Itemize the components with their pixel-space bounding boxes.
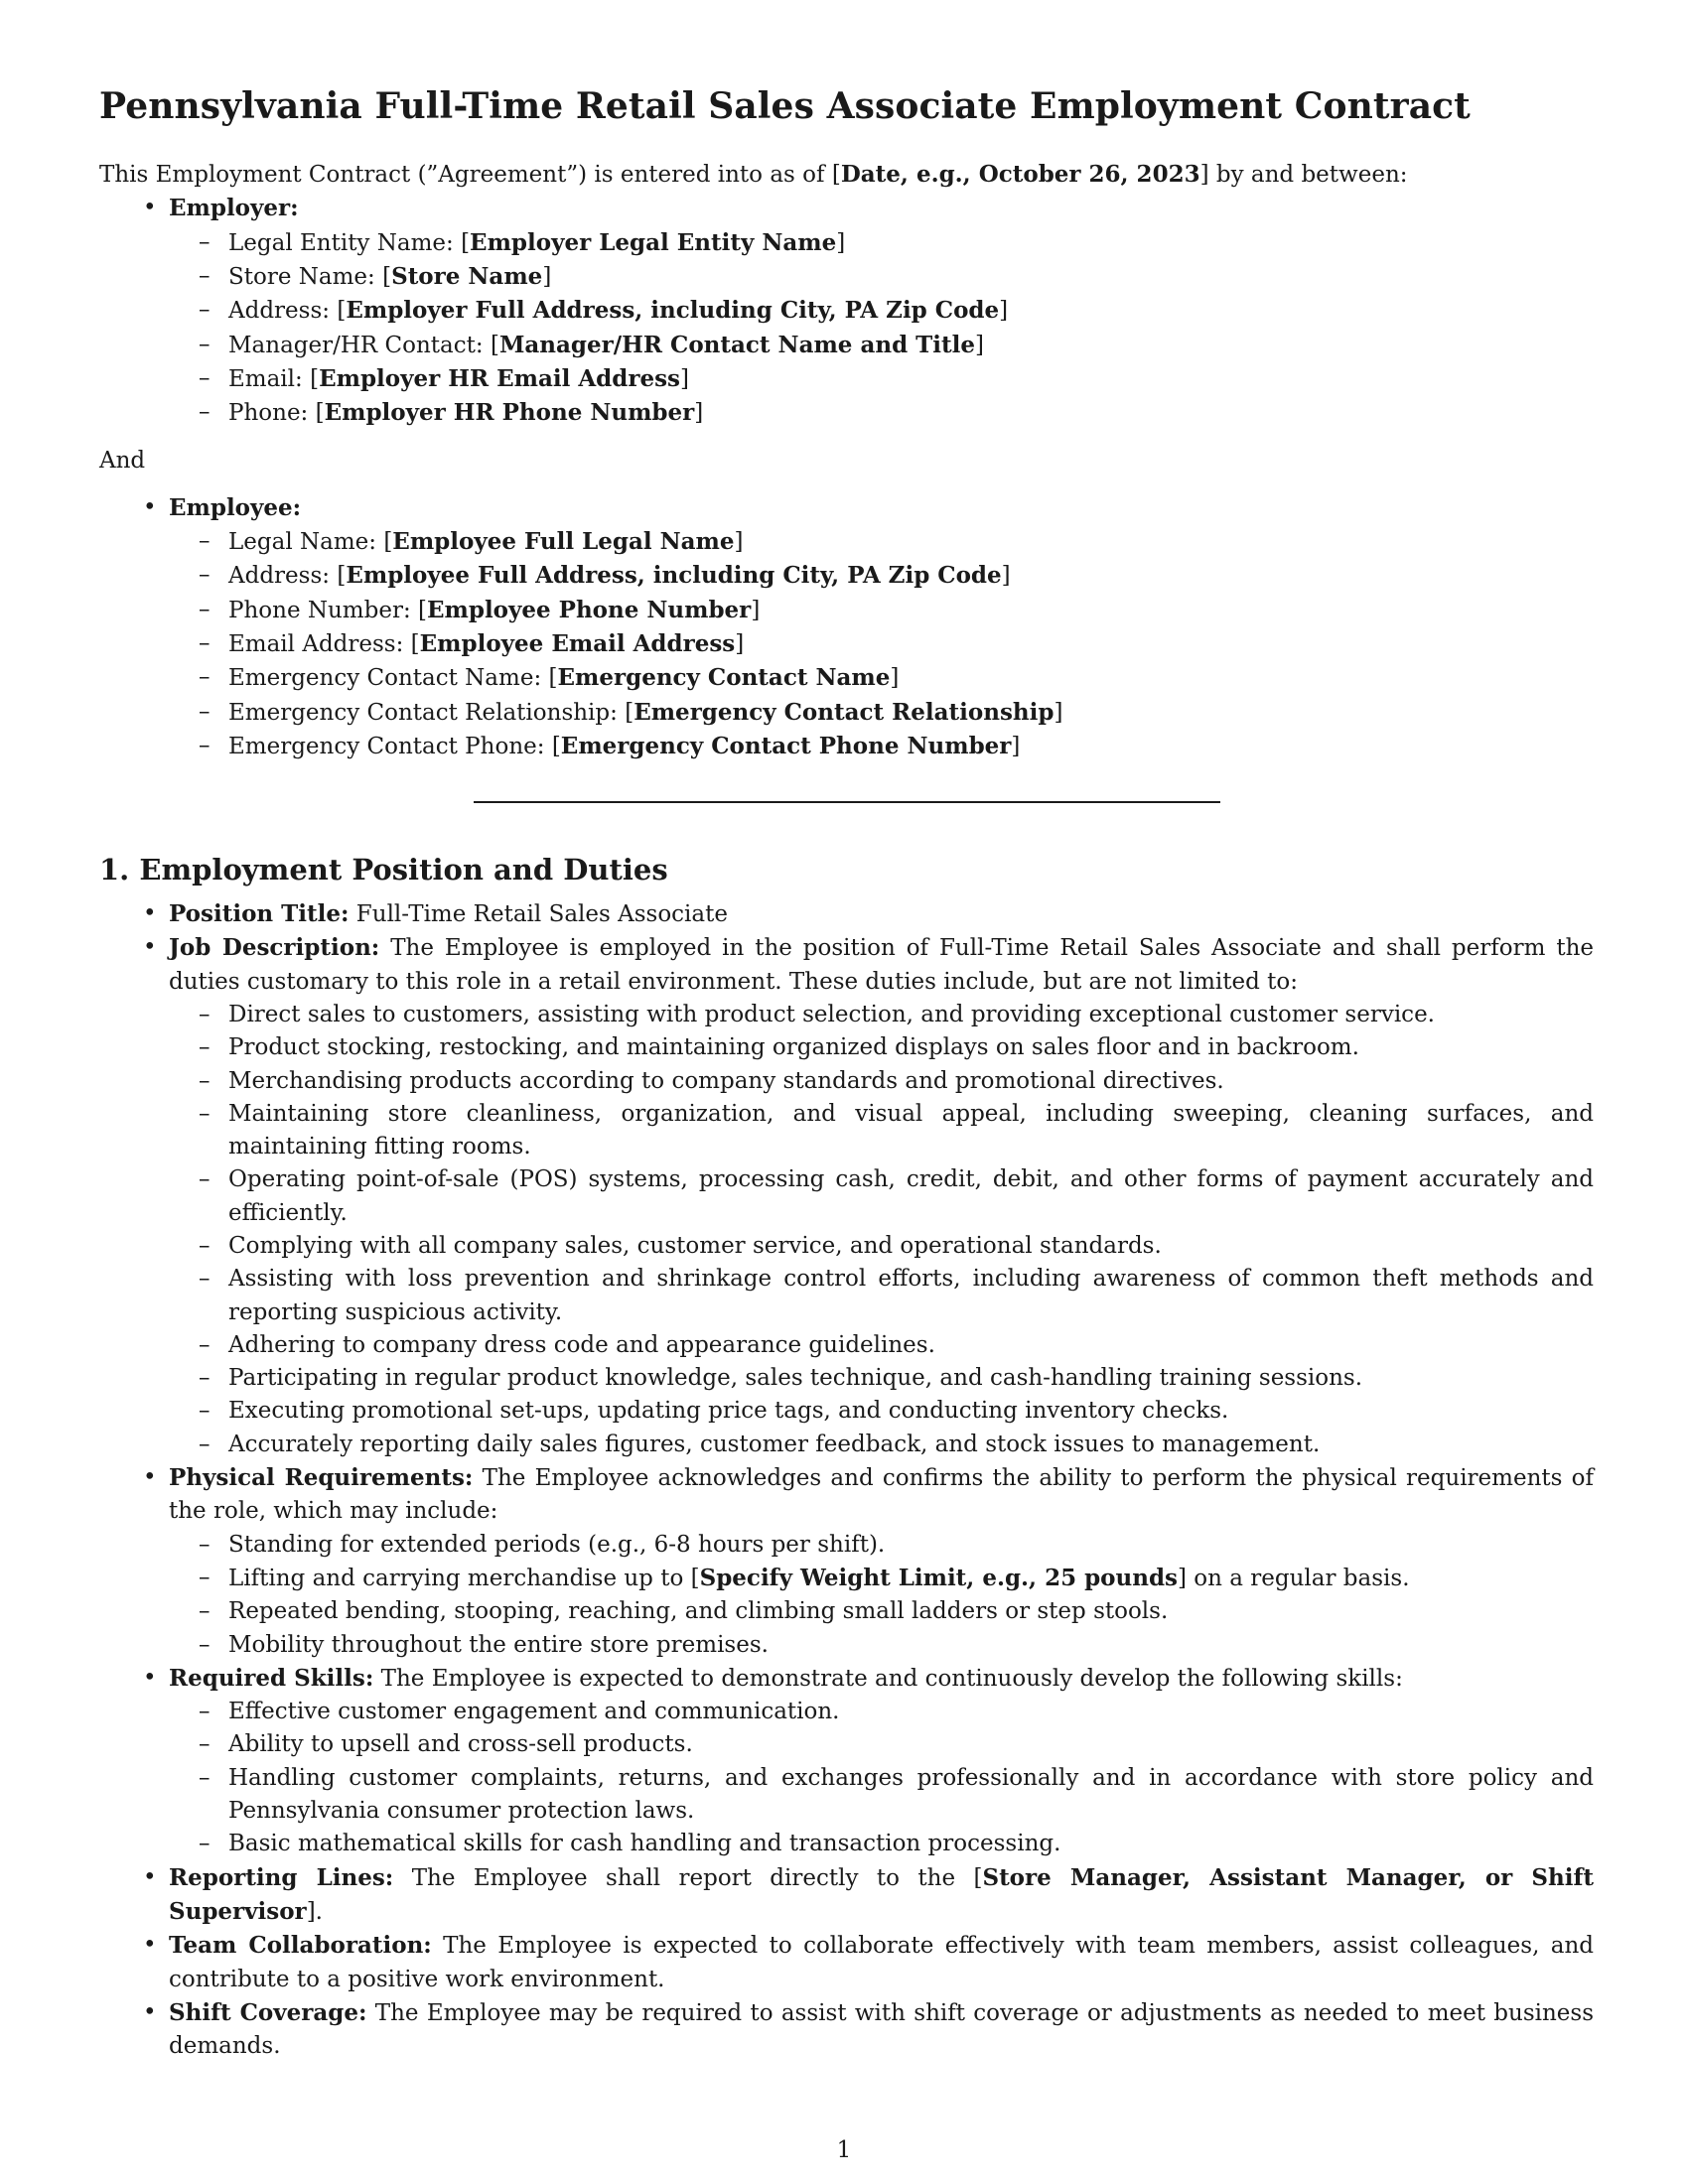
employee-field: – Phone Number: [Employee Phone Number] [228, 594, 1594, 627]
employee-fields [169, 525, 1594, 763]
field-placeholder: Employer Full Address, including City, PA Zip Code [346, 297, 1000, 325]
duty-item: – Operating point-of-sale (POS) systems, processing cash, credit, debit, and other forms of payment accurately and efficiently. [228, 1163, 1594, 1230]
employer-field: – Store Name: [Store Name] [228, 260, 1594, 294]
employer-field: – Address: [Employer Full Address, including City, PA Zip Code] [228, 294, 1594, 328]
employer-field: – Phone: [Employer HR Phone Number] [228, 396, 1594, 430]
intro-prefix: This Employment Contract (”Agreement”) is entered into as of [99, 162, 832, 189]
employee-field: – Emergency Contact Relationship: [Emergency Contact Relationship] [228, 696, 1594, 730]
field-placeholder: Manager/HR Contact Name and Title [498, 331, 976, 358]
duty-item: – Direct sales to customers, assisting with product selection, and providing exceptional customer service. [228, 999, 1594, 1031]
duty-item: – Participating in regular product knowledge, sales technique, and cash-handling training sessions. [228, 1362, 1594, 1395]
section1-list [99, 897, 1594, 2063]
skill-item: – Effective customer engagement and communication. [228, 1696, 1594, 1728]
employee-field: – Emergency Contact Name: [Emergency Contact Name] [228, 661, 1594, 695]
duty-item: – Maintaining store cleanliness, organization, and visual appeal, including sweeping, cleaning surfaces, and maintaining fitting rooms. [228, 1098, 1594, 1164]
field-label: Address: [228, 563, 338, 590]
skills-list [169, 1696, 1594, 1860]
section-heading: 1. Employment Position and Duties [99, 853, 668, 887]
employee-field: – Email Address: [Employee Email Address] [228, 627, 1594, 661]
duties-list [169, 999, 1594, 1461]
item-label: Required Skills: [169, 1664, 374, 1692]
duty-item: – Product stocking, restocking, and maintaining organized displays on sales floor and in backroom. [228, 1031, 1594, 1064]
team-collaboration-item [169, 1929, 1594, 1996]
field-placeholder: Store Name [391, 263, 543, 291]
item-label: Reporting Lines: [169, 1863, 394, 1891]
field-label: Emergency Contact Relationship: [228, 699, 626, 726]
item-text: The Employee acknowledges and confirms the ability to perform the physical requirements of the role, which may include: [169, 1465, 1594, 1525]
employer-item [169, 192, 1594, 430]
field-placeholder: Employer HR Phone Number [324, 399, 695, 427]
date-placeholder: Date, e.g., October 26, 2023 [840, 161, 1200, 189]
skill-item: – Basic mathematical skills for cash handling and transaction processing. [228, 1828, 1594, 1860]
skill-item: – Ability to upsell and cross-sell products. [228, 1728, 1594, 1761]
item-text: on a regular basis. [1186, 1565, 1410, 1591]
duty-item: – Adhering to company dress code and appearance guidelines. [228, 1329, 1594, 1362]
physical-list [169, 1529, 1594, 1662]
field-label: Address: [228, 298, 338, 325]
item-text: The Employee is employed in the position of Full-Time Retail Sales Associate and shall perform the duties customary to this role in a retail environment. These duties include, but are not limited to: [169, 935, 1594, 995]
physical-item: – Mobility throughout the entire store premises. [228, 1629, 1594, 1662]
employer-fields [169, 226, 1594, 431]
field-placeholder: Employer Legal Entity Name [470, 228, 837, 256]
employer-field: – Email: [Employer HR Email Address] [228, 362, 1594, 396]
duty-item: – Merchandising products according to company standards and promotional directives. [228, 1065, 1594, 1098]
document-title: Pennsylvania Full-Time Retail Sales Associate Employment Contract [99, 85, 1471, 127]
field-label: Store Name: [228, 264, 383, 291]
item-text: The Employee shall report directly to the [393, 1864, 974, 1891]
employee-list [99, 491, 1594, 763]
item-label: Physical Requirements: [169, 1464, 474, 1492]
page-number: 1 [836, 2137, 852, 2163]
field-placeholder: Employee Full Legal Name [392, 528, 735, 556]
item-label: Job Description: [169, 934, 380, 962]
employer-heading: Employer: [169, 195, 299, 222]
shift-coverage-item [169, 1996, 1594, 2064]
duty-item: – Assisting with loss prevention and shrinkage control efforts, including awareness of common theft methods and reporting suspicious activity. [228, 1263, 1594, 1329]
skill-item: – Handling customer complaints, returns, and exchanges professionally and in accordance with store policy and Pennsylvania consumer protection laws. [228, 1762, 1594, 1829]
field-label: Emergency Contact Phone: [228, 733, 552, 759]
field-label: Email Address: [228, 631, 411, 658]
item-text: The Employee is expected to demonstrate and continuously develop the following skills: [373, 1665, 1403, 1692]
employee-field: – Legal Name: [Employee Full Legal Name] [228, 525, 1594, 559]
reporting-lines-item: • Reporting Lines: The Employee shall report directly to the [Store Manager, Assistant Manager, or Shift Supervisor]. [169, 1861, 1594, 1930]
field-placeholder: Employee Full Address, including City, PA Zip Code [346, 562, 1002, 590]
item-text: The Employee is expected to collaborate effectively with team members, assist colleagues, and contribute to a positive work environment. [169, 1933, 1594, 1992]
contract-page [99, 85, 1594, 2063]
employee-heading: Employee: [169, 493, 302, 521]
job-description-item [169, 931, 1594, 1461]
intro-suffix: by and between: [1208, 162, 1408, 189]
item-label: Team Collaboration: [169, 1932, 432, 1960]
field-label: Manager/HR Contact: [228, 332, 491, 358]
required-skills-item [169, 1662, 1594, 1861]
field-label: Phone: [228, 400, 316, 427]
weight-placeholder: Specify Weight Limit, e.g., 25 pounds [699, 1564, 1178, 1591]
item-text: The Employee may be required to assist with shift coverage or adjustments as needed to meet business demands. [169, 1999, 1595, 2060]
employer-list [99, 192, 1594, 430]
employer-field: – Manager/HR Contact: [Manager/HR Contact Name and Title] [228, 329, 1594, 362]
item-text: Lifting and carrying merchandise up to [228, 1565, 691, 1591]
field-placeholder: Emergency Contact Phone Number [560, 732, 1012, 759]
physical-requirements-item [169, 1461, 1594, 1662]
field-placeholder: Employer HR Email Address [319, 364, 680, 392]
field-placeholder: Emergency Contact Relationship [633, 698, 1055, 726]
item-text: . [315, 1898, 323, 1925]
field-label: Emergency Contact Name: [228, 665, 549, 692]
duty-item: – Accurately reporting daily sales figures, customer feedback, and stock issues to management. [228, 1429, 1594, 1461]
field-label: Legal Entity Name: [228, 229, 462, 256]
physical-item: – Lifting and carrying merchandise up to [Specify Weight Limit, e.g., 25 pounds] on a regular basis. [228, 1562, 1594, 1595]
duty-item: – Executing promotional set-ups, updating price tags, and conducting inventory checks. [228, 1395, 1594, 1428]
item-text: Full-Time Retail Sales Associate [349, 901, 728, 928]
field-placeholder: Employee Email Address [419, 630, 736, 658]
field-label: Legal Name: [228, 529, 384, 556]
field-label: Email: [228, 365, 311, 392]
item-label: Shift Coverage: [169, 1998, 367, 2026]
section-divider [474, 801, 1220, 803]
duty-item: – Complying with all company sales, customer service, and operational standards. [228, 1230, 1594, 1263]
employee-field: – Address: [Employee Full Address, including City, PA Zip Code] [228, 559, 1594, 593]
position-item [169, 897, 1594, 931]
employer-field: – Legal Entity Name: [Employer Legal Entity Name] [228, 226, 1594, 260]
employee-item [169, 491, 1594, 763]
item-label: Position Title: [169, 900, 350, 928]
field-placeholder: Emergency Contact Name [557, 664, 891, 692]
field-placeholder: Employee Phone Number [427, 596, 752, 623]
physical-item: – Standing for extended periods (e.g., 6-8 hours per shift). [228, 1529, 1594, 1562]
employee-field: – Emergency Contact Phone: [Emergency Contact Phone Number] [228, 730, 1594, 763]
field-label: Phone Number: [228, 597, 419, 623]
physical-item: – Repeated bending, stooping, reaching, and climbing small ladders or step stools. [228, 1595, 1594, 1628]
supervisor-placeholder: Store Manager, Assistant Manager, or Shift Supervisor [169, 1863, 1594, 1925]
intro-paragraph: This Employment Contract (”Agreement”) is entered into as of [Date, e.g., October 26, 2023] by and between: [99, 161, 1408, 189]
and-text: And [99, 447, 146, 474]
